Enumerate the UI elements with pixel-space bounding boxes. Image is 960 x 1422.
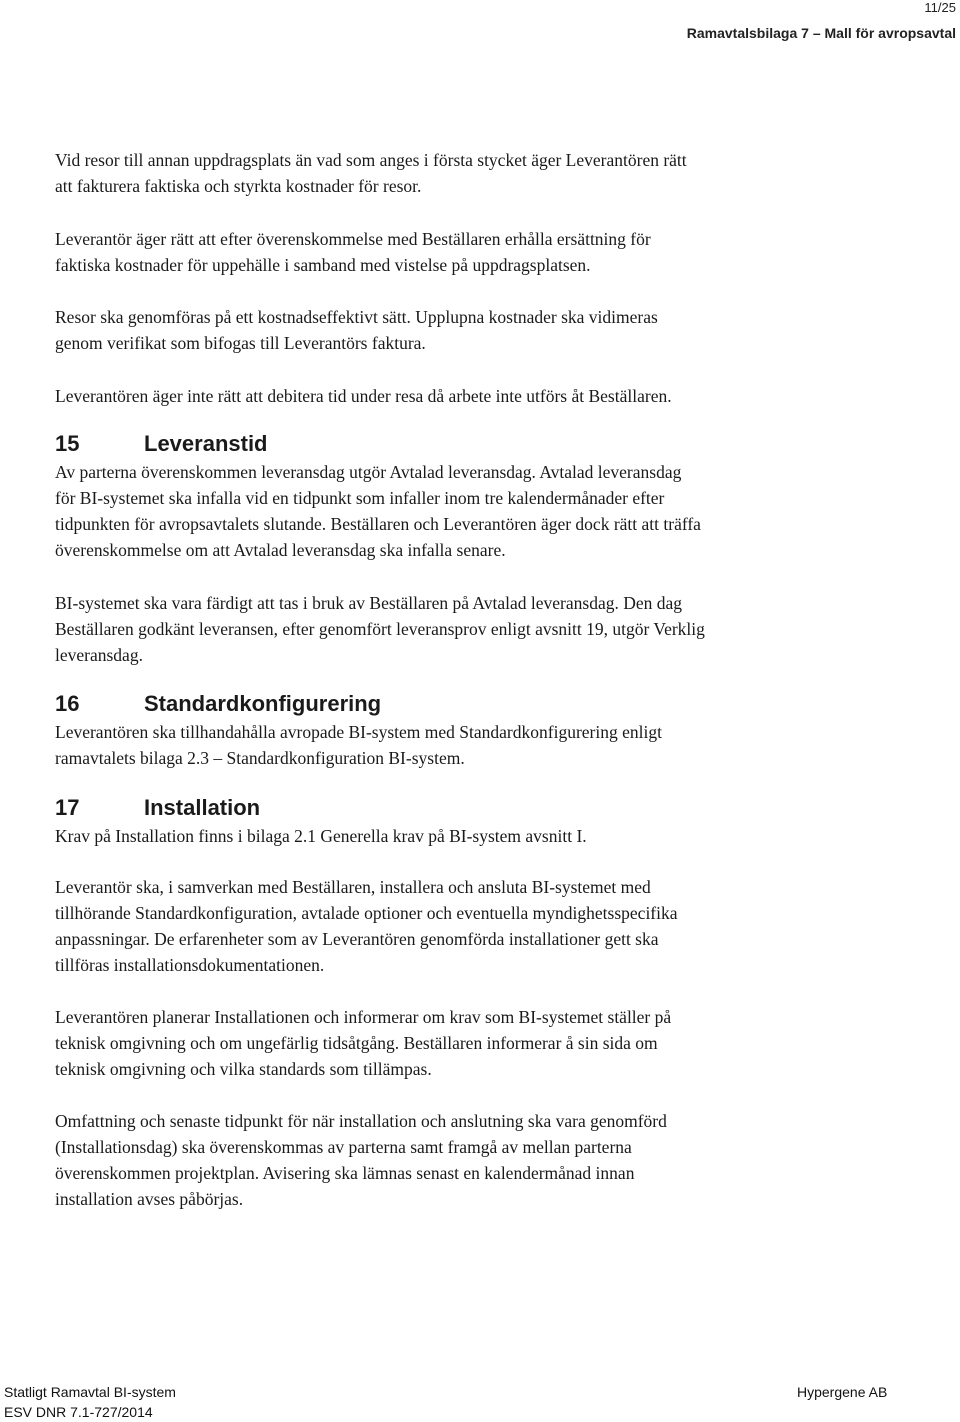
paragraph: Av parterna överenskommen leveransdag utgör Avtalad leveransdag. Avtalad leveransdag för BI-systemet ska infalla vid en tidpunkt som infaller inom tre kalendermånader efter tidpunkten för avropsavtalets slutande. Beställaren och Leverantören äger dock rätt att träffa överenskommelse om att Avtalad leveransdag ska infalla senare. — [55, 462, 701, 560]
footer-right: Hypergene AB — [797, 1384, 888, 1400]
paragraph: Leverantören ska tillhandahålla avropade BI-system med Standardkonfigurering enligt ramavtalets bilaga 2.3 – Standardkonfiguration BI-system. — [55, 722, 662, 768]
page-number: 11/25 — [924, 0, 956, 15]
section-heading-16 — [55, 691, 381, 717]
paragraph: Leverantör äger rätt att efter överenskommelse med Beställaren erhålla ersättning för faktiska kostnader för uppehälle i samband med vistelse på uppdragsplatsen. — [55, 229, 651, 275]
paragraph: Vid resor till annan uppdragsplats än vad som anges i första stycket äger Leverantören rätt att fakturera faktiska och styrkta kostnader för resor. — [55, 150, 687, 196]
section-heading-15 — [55, 431, 268, 457]
footer-left-line1: Statligt Ramavtal BI-system — [4, 1384, 176, 1400]
section-number: 16 — [55, 691, 80, 716]
paragraph: Leverantören äger inte rätt att debitera tid under resa då arbete inte utförs åt Beställaren. — [55, 386, 672, 406]
paragraph: BI-systemet ska vara färdigt att tas i bruk av Beställaren på Avtalad leveransdag. Den dag Beställaren godkänt leveransen, efter genomfört leveransprov enligt avsnitt 19, utgör Verklig leveransdag. — [55, 593, 705, 665]
paragraph: Resor ska genomföras på ett kostnadseffektivt sätt. Upplupna kostnader ska vidimeras genom verifikat som bifogas till Leverantörs faktura. — [55, 307, 658, 353]
section-number: 17 — [55, 795, 80, 820]
paragraph: Leverantören planerar Installationen och informerar om krav som BI-systemet ställer på teknisk omgivning och om ungefärlig tidsåtgång. Beställaren informerar å sin sida om teknisk omgivning och vilka standards som tillämpas. — [55, 1007, 672, 1079]
section-title: Installation — [144, 795, 261, 820]
section-number: 15 — [55, 431, 80, 456]
paragraph: Omfattning och senaste tidpunkt för när installation och anslutning ska vara genomförd (Installationsdag) ska överenskommas av parterna samt framgå av mellan parterna överenskommen projektplan. Avisering ska lämnas senast en kalendermånad innan installation avses påbörjas. — [55, 1111, 667, 1209]
section-title: Standardkonfigurering — [144, 691, 382, 716]
section-title: Leveranstid — [144, 431, 268, 456]
footer-left-line2: ESV DNR 7.1-727/2014 — [4, 1404, 153, 1420]
document-title: Ramavtalsbilaga 7 – Mall för avropsavtal — [686, 25, 956, 41]
paragraph: Krav på Installation finns i bilaga 2.1 Generella krav på BI-system avsnitt I. — [55, 826, 587, 846]
paragraph: Leverantör ska, i samverkan med Beställaren, installera och ansluta BI-systemet med tillhörande Standardkonfiguration, avtalade optioner och eventuella myndighetsspecifika anpassningar. De erfarenheter som av Leverantören genomförda installationer gett ska tillföras installationsdokumentationen. — [55, 877, 678, 975]
section-heading-17 — [55, 795, 260, 821]
